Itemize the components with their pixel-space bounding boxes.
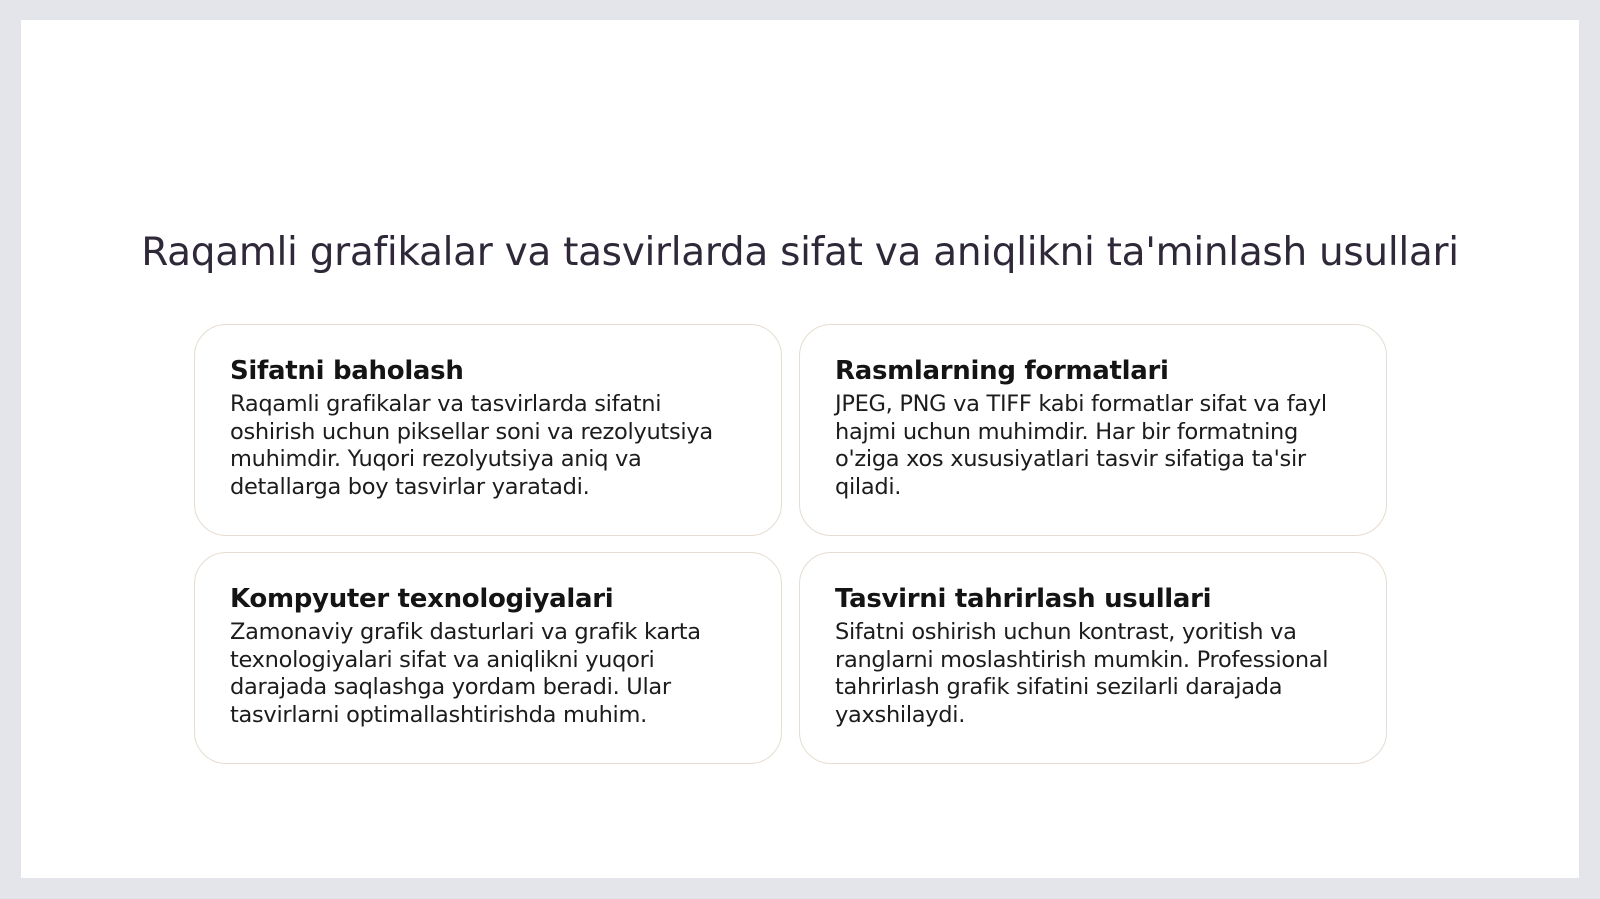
card-kompyuter-texnologiyalari: [194, 552, 782, 764]
slide: [21, 20, 1579, 878]
slide-title: Raqamli grafikalar va tasvirlarda sifat va aniqlikni ta'minlash usullari: [141, 230, 1459, 275]
card-heading: Kompyuter texnologiyalari: [230, 584, 614, 614]
card-heading: Tasvirni tahrirlash usullari: [835, 584, 1212, 614]
card-text: Sifatni oshirish uchun kontrast, yoritish va ranglarni moslashtirish mumkin. Professional tahrirlash grafik sifatini sezilarli darajada yaxshilaydi.: [835, 619, 1329, 728]
card-sifatni-baholash: [194, 324, 782, 536]
card-heading: Sifatni baholash: [230, 356, 464, 386]
card-text: JPEG, PNG va TIFF kabi formatlar sifat va fayl hajmi uchun muhimdir. Har bir formatning o'ziga xos xususiyatlari tasvir sifatiga ta'sir qiladi.: [835, 391, 1327, 500]
card-heading: Rasmlarning formatlari: [835, 356, 1169, 386]
card-text: Raqamli grafikalar va tasvirlarda sifatni oshirish uchun piksellar soni va rezolyutsiya muhimdir. Yuqori rezolyutsiya aniq va detallarga boy tasvirlar yaratadi.: [230, 391, 713, 500]
card-text: Zamonaviy grafik dasturlari va grafik karta texnologiyalari sifat va aniqlikni yuqori darajada saqlashga yordam beradi. Ular tasvirlarni optimallashtirishda muhim.: [230, 619, 701, 728]
card-tasvirni-tahrirlash-usullari: [799, 552, 1387, 764]
card-rasmlarning-formatlari: [799, 324, 1387, 536]
